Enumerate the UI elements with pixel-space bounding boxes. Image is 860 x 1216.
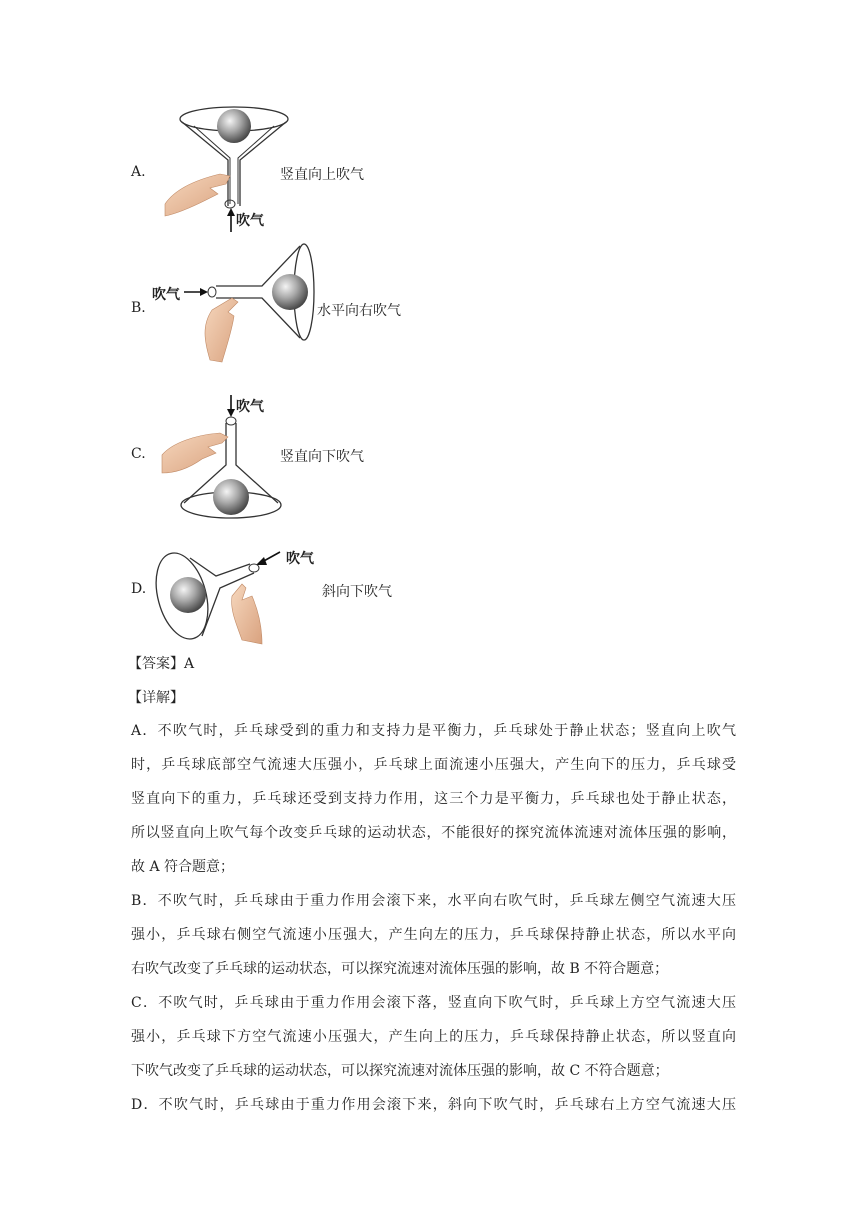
ping-pong-ball bbox=[170, 577, 206, 613]
paragraph-line: 时，乒乓球底部空气流速大压强小，乒乓球上面流速小压强大，产生向下的压力，乒乓球受 bbox=[131, 757, 736, 773]
funnel-right-figure bbox=[182, 240, 322, 365]
blow-label-c: 吹气 bbox=[236, 399, 264, 415]
option-d-letter: D. bbox=[131, 581, 147, 597]
paragraph-line: B．不吹气时，乒乓球由于重力作用会滚下来，水平向右吹气时，乒乓球左侧空气流速大压 bbox=[131, 893, 736, 909]
funnel-down-figure bbox=[160, 393, 290, 527]
paragraph-line: 故 A 符合题意； bbox=[131, 859, 235, 875]
paragraph-line: 强小，乒乓球下方空气流速小压强大，产生向上的压力，乒乓球保持静止状态，所以竖直向 bbox=[131, 1029, 736, 1045]
answer-line: 【答案】A bbox=[128, 656, 195, 672]
ping-pong-ball bbox=[272, 274, 308, 310]
blow-label-a: 吹气 bbox=[236, 213, 264, 229]
option-a-letter: A. bbox=[131, 164, 146, 180]
paragraph-line: 强小，乒乓球右侧空气流速小压强大，产生向左的压力，乒乓球保持静止状态，所以水平向 bbox=[131, 927, 736, 943]
option-a-caption: 竖直向上吹气 bbox=[280, 167, 364, 183]
blow-label-d: 吹气 bbox=[286, 551, 314, 567]
ping-pong-ball bbox=[213, 479, 249, 515]
option-c-caption: 竖直向下吹气 bbox=[280, 449, 364, 465]
option-b-letter: B. bbox=[131, 300, 146, 316]
paragraph-line: 右吹气改变了乒乓球的运动状态，可以探究流速对流体压强的影响，故 B 不符合题意； bbox=[131, 961, 669, 977]
option-c-letter: C. bbox=[131, 446, 146, 462]
paragraph-b bbox=[131, 884, 736, 986]
ping-pong-ball bbox=[217, 109, 251, 143]
funnel-up-figure bbox=[160, 104, 290, 234]
paragraph-line: 下吹气改变了乒乓球的运动状态，可以探究流速对流体压强的影响，故 C 不符合题意； bbox=[131, 1063, 669, 1079]
paragraph-a bbox=[131, 714, 736, 884]
paragraph-line: 所以竖直向上吹气每个改变乒乓球的运动状态，不能很好的探究流体流速对流体压强的影响， bbox=[131, 825, 736, 841]
option-b-caption: 水平向右吹气 bbox=[317, 303, 401, 319]
hand bbox=[232, 584, 262, 644]
paragraph-line: 竖直向下的重力，乒乓球还受到支持力作用，这三个力是平衡力，乒乓球也处于静止状态， bbox=[131, 791, 736, 807]
paragraph-d bbox=[131, 1088, 736, 1122]
blow-label-b: 吹气 bbox=[152, 287, 180, 303]
paragraph-line: C．不吹气时，乒乓球由于重力作用会滚下落，竖直向下吹气时，乒乓球上方空气流速大压 bbox=[131, 995, 736, 1011]
detail-heading: 【详解】 bbox=[128, 690, 184, 706]
hand bbox=[205, 298, 238, 362]
hand bbox=[162, 433, 228, 473]
hand bbox=[165, 174, 230, 216]
paragraph-c bbox=[131, 986, 736, 1088]
option-d-caption: 斜向下吹气 bbox=[322, 584, 392, 600]
funnel-oblique-figure bbox=[150, 548, 290, 648]
paragraph-line: D．不吹气时，乒乓球由于重力作用会滚下来，斜向下吹气时，乒乓球右上方空气流速大压 bbox=[131, 1097, 736, 1113]
paragraph-line: A．不吹气时，乒乓球受到的重力和支持力是平衡力，乒乓球处于静止状态；竖直向上吹气 bbox=[131, 723, 736, 739]
